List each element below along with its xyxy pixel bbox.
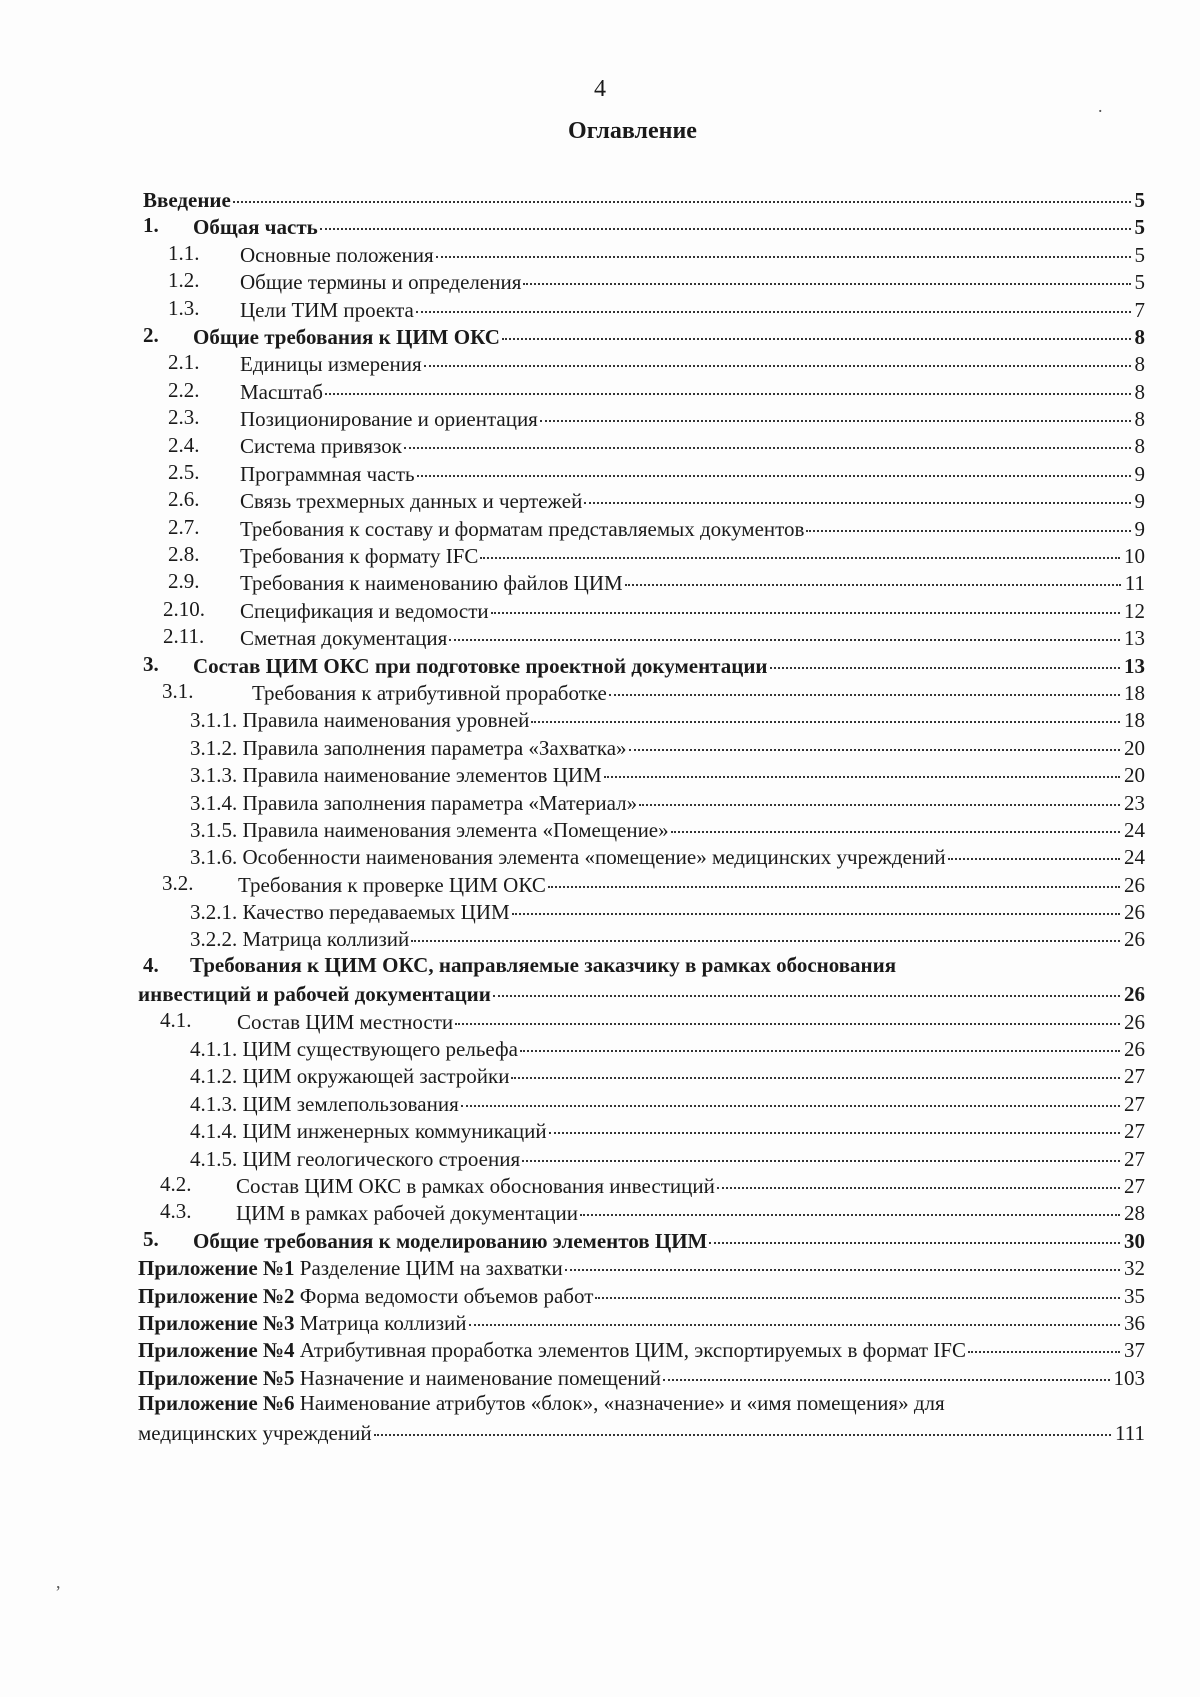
toc-leader-dots bbox=[595, 1281, 1120, 1299]
toc-entry-number: 4.1. bbox=[160, 1007, 192, 1032]
toc-entry-page: 27 bbox=[1124, 1146, 1145, 1171]
toc-entry[interactable] bbox=[0, 925, 1200, 952]
toc-entry-page: 32 bbox=[1124, 1256, 1145, 1281]
toc-leader-dots bbox=[806, 514, 1130, 532]
toc-entry-line bbox=[138, 1418, 1145, 1447]
toc-entry-title: 3.2.2. Матрица коллизий bbox=[190, 927, 410, 952]
toc-entry[interactable] bbox=[0, 1062, 1200, 1089]
toc-leader-dots bbox=[565, 1253, 1120, 1271]
toc-entry-line bbox=[240, 514, 1145, 543]
toc-entry-title: Цели ТИМ проекта bbox=[240, 297, 414, 322]
toc-entry-page: 8 bbox=[1134, 434, 1145, 459]
toc-entry-page: 20 bbox=[1124, 735, 1145, 760]
toc-entry-page: 5 bbox=[1134, 242, 1145, 267]
toc-entry-title: инвестиций и рабочей документации bbox=[138, 982, 491, 1007]
toc-entry[interactable] bbox=[0, 267, 1200, 294]
toc-entry-line bbox=[236, 1198, 1145, 1227]
toc-entry-title: 3.1.1. Правила наименования уровней bbox=[190, 708, 530, 733]
toc-entry-title: Общие термины и определения bbox=[240, 270, 522, 295]
toc-leader-dots bbox=[709, 1226, 1120, 1244]
toc-entry-title: 4.1.1. ЦИМ существующего рельефа bbox=[190, 1037, 518, 1062]
toc-entry[interactable] bbox=[0, 1144, 1200, 1171]
toc-entry-page: 5 bbox=[1134, 270, 1145, 295]
toc-entry-number: 2.9. bbox=[168, 569, 200, 594]
toc-entry-continuation bbox=[0, 979, 1200, 1006]
toc-entry-number: 1.2. bbox=[168, 268, 200, 293]
toc-leader-dots bbox=[233, 185, 1131, 203]
toc-entry-page: 26 bbox=[1124, 982, 1145, 1007]
toc-leader-dots bbox=[663, 1363, 1110, 1381]
toc-entry-title: 3.1.6. Особенности наименования элемента «помещение» медицинских учреждений bbox=[190, 845, 946, 870]
toc-entry-title: 3.2.1. Качество передаваемых ЦИМ bbox=[190, 900, 510, 925]
toc-entry[interactable] bbox=[0, 678, 1200, 705]
toc-entry-line bbox=[240, 240, 1145, 269]
toc-entry-number: 4. bbox=[143, 952, 159, 977]
toc-entry-number: 2.4. bbox=[168, 432, 200, 457]
toc-entry[interactable] bbox=[0, 952, 1200, 979]
toc-appendix-entry[interactable] bbox=[0, 1308, 1200, 1335]
toc-entry-page: 13 bbox=[1124, 626, 1145, 651]
toc-entry-page: 103 bbox=[1113, 1365, 1145, 1390]
toc-entry-page: 5 bbox=[1134, 215, 1145, 240]
toc-entry-number: 3.1. bbox=[162, 679, 194, 704]
toc-entry-page: 26 bbox=[1124, 1037, 1145, 1062]
toc-leader-dots bbox=[325, 377, 1131, 395]
toc-entry-line bbox=[138, 1390, 1145, 1417]
toc-entry-title: Состав ЦИМ ОКС в рамках обоснования инвестиций bbox=[236, 1174, 715, 1198]
toc-entry-line bbox=[138, 1335, 1145, 1364]
toc-entry[interactable] bbox=[0, 623, 1200, 650]
toc-title: Оглавление bbox=[568, 118, 697, 144]
toc-entry-page: 23 bbox=[1124, 790, 1145, 815]
toc-entry-title: 3.1.4. Правила заполнения параметра «Материал» bbox=[190, 790, 638, 815]
toc-leader-dots bbox=[540, 404, 1131, 422]
toc-entry-title: Введение bbox=[143, 187, 231, 212]
appendix-label: Приложение №4 bbox=[138, 1338, 295, 1363]
appendix-title: Наименование атрибутов «блок», «назначение» и «имя помещения» для bbox=[299, 1391, 945, 1416]
toc-entry-line bbox=[240, 267, 1145, 296]
toc-entry-number: 3.2. bbox=[162, 870, 194, 895]
toc-entry-title: Требования к ЦИМ ОКС, направляемые заказчику в рамках обоснования bbox=[190, 952, 897, 977]
toc-leader-dots bbox=[374, 1418, 1111, 1436]
toc-entry-number: 3. bbox=[143, 651, 159, 676]
toc-appendix-entry[interactable] bbox=[0, 1281, 1200, 1308]
toc-appendix-entry[interactable] bbox=[0, 1363, 1200, 1390]
toc-entry-number: 2. bbox=[143, 322, 159, 347]
toc-entry-title: 4.1.3. ЦИМ землепользования bbox=[190, 1091, 459, 1116]
appendix-title: Разделение ЦИМ на захватки bbox=[299, 1256, 563, 1281]
toc-entry-title: Основные положения bbox=[240, 242, 434, 267]
toc-entry[interactable] bbox=[0, 760, 1200, 787]
toc-entry-page: 36 bbox=[1124, 1310, 1145, 1335]
toc-entry[interactable] bbox=[0, 377, 1200, 404]
toc-entry[interactable] bbox=[0, 1007, 1200, 1034]
toc-entry-number: 4.2. bbox=[160, 1172, 192, 1197]
toc-entry-number: 2.11. bbox=[163, 624, 205, 649]
toc-entry-line bbox=[138, 1253, 1145, 1282]
toc-entry-page: 30 bbox=[1124, 1228, 1145, 1253]
toc-entry-page: 26 bbox=[1124, 1009, 1145, 1034]
toc-entry[interactable] bbox=[0, 1171, 1200, 1198]
appendix-label: Приложение №5 bbox=[138, 1365, 295, 1390]
toc-entry-title: Состав ЦИМ местности bbox=[237, 1009, 454, 1034]
toc-entry-page: 18 bbox=[1124, 708, 1145, 733]
toc-entry-line bbox=[240, 596, 1145, 625]
toc-entry[interactable] bbox=[0, 842, 1200, 869]
toc-entry-title: ЦИМ в рамках рабочей документации bbox=[236, 1201, 578, 1226]
appendix-title: медицинских учреждений bbox=[138, 1420, 372, 1445]
toc-entry[interactable] bbox=[0, 568, 1200, 595]
toc-leader-dots bbox=[424, 349, 1131, 367]
toc-leader-dots bbox=[417, 459, 1131, 477]
toc-leader-dots bbox=[461, 1089, 1120, 1107]
toc-entry[interactable] bbox=[0, 705, 1200, 732]
toc-entry-title: Общие требования к ЦИМ ОКС bbox=[193, 324, 500, 349]
toc-leader-dots bbox=[404, 432, 1131, 450]
toc-leader-dots bbox=[449, 623, 1120, 641]
toc-entry-number: 5. bbox=[143, 1226, 159, 1251]
toc-leader-dots bbox=[416, 295, 1131, 313]
toc-entry-line bbox=[190, 1089, 1145, 1118]
toc-entry[interactable] bbox=[0, 788, 1200, 815]
toc-leader-dots bbox=[549, 1116, 1120, 1134]
toc-entry-title: Программная часть bbox=[240, 461, 415, 486]
toc-entry-line bbox=[240, 295, 1145, 324]
appendix-label: Приложение №6 bbox=[138, 1391, 295, 1416]
toc-leader-dots bbox=[512, 897, 1120, 915]
toc-entry-line bbox=[138, 979, 1145, 1008]
toc-entry[interactable] bbox=[0, 432, 1200, 459]
toc-entry-page: 9 bbox=[1134, 516, 1145, 541]
toc-entry-title: Требования к составу и форматам представляемых документов bbox=[240, 516, 805, 541]
toc-entry-line bbox=[138, 1308, 1145, 1337]
toc-leader-dots bbox=[629, 733, 1120, 751]
toc-entry-title: 3.1.5. Правила наименования элемента «Помещение» bbox=[190, 817, 669, 842]
toc-entry-title: Сметная документация bbox=[240, 626, 448, 651]
toc-entry-number: 2.5. bbox=[168, 459, 200, 484]
toc-entry[interactable] bbox=[0, 596, 1200, 623]
toc-entry-line bbox=[190, 897, 1145, 926]
toc-entry-page: 8 bbox=[1134, 379, 1145, 404]
toc-entry-page: 11 bbox=[1124, 571, 1145, 596]
toc-entry[interactable] bbox=[0, 459, 1200, 486]
toc-entry-line bbox=[193, 212, 1145, 241]
toc-entry-number: 2.2. bbox=[168, 377, 200, 402]
toc-entry-line bbox=[190, 815, 1145, 844]
toc-entry-title: Система привязок bbox=[240, 434, 402, 459]
toc-entry[interactable] bbox=[0, 897, 1200, 924]
toc-entry-page: 27 bbox=[1124, 1174, 1145, 1198]
toc-entry[interactable] bbox=[0, 1226, 1200, 1253]
toc-leader-dots bbox=[491, 596, 1120, 614]
toc-entry-title: Требования к наименованию файлов ЦИМ bbox=[240, 571, 623, 596]
toc-entry-line bbox=[240, 459, 1145, 488]
toc-entry-page: 13 bbox=[1124, 653, 1145, 678]
toc-leader-dots bbox=[717, 1171, 1120, 1189]
toc-entry-number: 2.8. bbox=[168, 542, 200, 567]
appendix-label: Приложение №1 bbox=[138, 1256, 295, 1281]
toc-entry[interactable] bbox=[0, 733, 1200, 760]
toc-entry[interactable] bbox=[0, 295, 1200, 322]
toc-entry-page: 8 bbox=[1134, 352, 1145, 377]
toc-entry-line bbox=[240, 486, 1145, 515]
toc-entry-page: 10 bbox=[1124, 544, 1145, 569]
toc-entry-number: 2.10. bbox=[163, 596, 205, 621]
toc-entry-line bbox=[240, 404, 1145, 433]
toc-leader-dots bbox=[770, 651, 1120, 669]
toc-leader-dots bbox=[522, 1144, 1120, 1162]
toc-entry[interactable] bbox=[0, 870, 1200, 897]
toc-entry-line bbox=[240, 568, 1145, 597]
toc-leader-dots bbox=[469, 1308, 1120, 1326]
toc-leader-dots bbox=[968, 1335, 1120, 1353]
toc-entry[interactable] bbox=[0, 651, 1200, 678]
toc-entry-line bbox=[190, 788, 1145, 817]
scan-speck: . bbox=[1098, 96, 1103, 116]
toc-leader-dots bbox=[455, 1007, 1120, 1025]
toc-entry-page: 5 bbox=[1134, 187, 1145, 212]
toc-entry[interactable] bbox=[0, 541, 1200, 568]
toc-entry-title: 4.1.2. ЦИМ окружающей застройки bbox=[190, 1064, 510, 1089]
appendix-title: Форма ведомости объемов работ bbox=[299, 1283, 594, 1308]
toc-leader-dots bbox=[411, 925, 1120, 943]
toc-entry-continuation bbox=[0, 1418, 1200, 1445]
toc-leader-dots bbox=[493, 979, 1120, 997]
toc-entry-line bbox=[190, 1062, 1145, 1091]
toc-entry-title: 3.1.3. Правила наименование элементов ЦИМ bbox=[190, 763, 602, 788]
toc-entry[interactable] bbox=[0, 322, 1200, 349]
toc-entry[interactable] bbox=[0, 1116, 1200, 1143]
toc-entry-page: 111 bbox=[1115, 1420, 1145, 1445]
toc-entry-page: 8 bbox=[1134, 407, 1145, 432]
toc-entry-title: Масштаб bbox=[240, 379, 323, 404]
toc-entry-line bbox=[190, 733, 1145, 762]
toc-entry-line bbox=[240, 623, 1145, 652]
toc-entry-page: 27 bbox=[1124, 1064, 1145, 1089]
toc-entry[interactable] bbox=[0, 185, 1200, 212]
toc-entry-title: Общая часть bbox=[193, 215, 318, 240]
toc-entry-title: 4.1.4. ЦИМ инженерных коммуникаций bbox=[190, 1119, 547, 1144]
toc-entry-line bbox=[240, 432, 1145, 461]
toc-entry-line bbox=[138, 1363, 1145, 1392]
toc-entry-line bbox=[190, 842, 1145, 871]
toc-entry-line bbox=[143, 185, 1145, 214]
toc-leader-dots bbox=[436, 240, 1131, 258]
toc-entry-page: 7 bbox=[1134, 297, 1145, 322]
toc-entry-page: 35 bbox=[1124, 1283, 1145, 1308]
toc-entry-title: Требования к формату IFC bbox=[240, 544, 479, 569]
toc-leader-dots bbox=[580, 1198, 1120, 1216]
toc-entry-number: 2.3. bbox=[168, 405, 200, 430]
toc-entry[interactable] bbox=[0, 1198, 1200, 1225]
toc-entry-page: 27 bbox=[1124, 1119, 1145, 1144]
toc-entry-page: 20 bbox=[1124, 763, 1145, 788]
appendix-label: Приложение №3 bbox=[138, 1310, 295, 1335]
toc-entry-title: Единицы измерения bbox=[240, 352, 422, 377]
toc-entry-title: Состав ЦИМ ОКС при подготовке проектной документации bbox=[193, 653, 768, 678]
toc-leader-dots bbox=[548, 870, 1120, 888]
appendix-title: Атрибутивная проработка элементов ЦИМ, экспортируемых в формат IFC bbox=[299, 1338, 966, 1363]
appendix-title: Назначение и наименование помещений bbox=[299, 1365, 661, 1390]
appendix-title: Матрица коллизий bbox=[299, 1310, 467, 1335]
toc-entry-line bbox=[240, 349, 1145, 378]
toc-entry-line bbox=[252, 678, 1145, 707]
toc-entry-line bbox=[240, 377, 1145, 406]
toc-leader-dots bbox=[531, 705, 1120, 723]
toc-entry-page: 9 bbox=[1134, 461, 1145, 486]
toc-leader-dots bbox=[520, 1034, 1120, 1052]
table-of-contents bbox=[0, 185, 1200, 1445]
toc-leader-dots bbox=[671, 815, 1120, 833]
toc-entry-line bbox=[240, 541, 1145, 570]
toc-leader-dots bbox=[320, 212, 1131, 230]
toc-entry-number: 1.1. bbox=[168, 240, 200, 265]
toc-entry[interactable] bbox=[0, 486, 1200, 513]
toc-entry-page: 18 bbox=[1124, 680, 1145, 705]
toc-leader-dots bbox=[948, 842, 1120, 860]
toc-entry-title: Спецификация и ведомости bbox=[240, 598, 489, 623]
toc-entry[interactable] bbox=[0, 212, 1200, 239]
toc-entry-title: 3.1.2. Правила заполнения параметра «Захватка» bbox=[190, 735, 627, 760]
page-number: 4 bbox=[594, 76, 606, 102]
toc-entry[interactable] bbox=[0, 404, 1200, 431]
toc-appendix-entry[interactable] bbox=[0, 1390, 1200, 1417]
appendix-label: Приложение №2 bbox=[138, 1283, 295, 1308]
toc-entry-page: 9 bbox=[1134, 489, 1145, 514]
toc-entry-number: 1.3. bbox=[168, 295, 200, 320]
toc-entry-page: 24 bbox=[1124, 845, 1145, 870]
toc-entry[interactable] bbox=[0, 1089, 1200, 1116]
toc-entry-line bbox=[193, 1226, 1145, 1255]
toc-entry-number: 2.6. bbox=[168, 487, 200, 512]
toc-entry-line bbox=[190, 760, 1145, 789]
toc-leader-dots bbox=[639, 788, 1120, 806]
toc-leader-dots bbox=[511, 1062, 1120, 1080]
scan-speck: , bbox=[56, 1572, 61, 1592]
toc-entry-page: 8 bbox=[1134, 324, 1145, 349]
toc-entry-line bbox=[190, 925, 1145, 954]
toc-leader-dots bbox=[625, 568, 1121, 586]
toc-entry-title: Общие требования к моделированию элементов ЦИМ bbox=[193, 1228, 708, 1253]
toc-entry-line bbox=[190, 1034, 1145, 1063]
toc-entry-title: Позиционирование и ориентация bbox=[240, 407, 538, 432]
toc-entry-page: 26 bbox=[1124, 872, 1145, 897]
toc-entry-page: 26 bbox=[1124, 927, 1145, 952]
toc-entry-line bbox=[238, 870, 1145, 899]
toc-entry-page: 27 bbox=[1124, 1091, 1145, 1116]
toc-entry-number: 4.3. bbox=[160, 1199, 192, 1224]
toc-entry-line bbox=[236, 1171, 1145, 1200]
toc-entry-line bbox=[190, 705, 1145, 734]
toc-entry-title: Требования к атрибутивной проработке bbox=[252, 680, 607, 705]
toc-entry-page: 24 bbox=[1124, 817, 1145, 842]
toc-leader-dots bbox=[609, 678, 1120, 696]
toc-entry[interactable] bbox=[0, 514, 1200, 541]
toc-entry[interactable] bbox=[0, 349, 1200, 376]
toc-entry[interactable] bbox=[0, 240, 1200, 267]
toc-entry-line bbox=[190, 1144, 1145, 1173]
toc-leader-dots bbox=[480, 541, 1120, 559]
toc-entry-page: 12 bbox=[1124, 598, 1145, 623]
toc-entry-number: 2.7. bbox=[168, 514, 200, 539]
toc-entry-page: 28 bbox=[1124, 1201, 1145, 1226]
toc-entry-line bbox=[190, 1116, 1145, 1145]
toc-leader-dots bbox=[523, 267, 1130, 285]
toc-leader-dots bbox=[502, 322, 1131, 340]
toc-entry-line bbox=[138, 1281, 1145, 1310]
toc-entry-line bbox=[237, 1007, 1145, 1036]
toc-entry-page: 26 bbox=[1124, 900, 1145, 925]
toc-entry-title: 4.1.5. ЦИМ геологического строения bbox=[190, 1146, 521, 1171]
toc-appendix-entry[interactable] bbox=[0, 1253, 1200, 1280]
toc-entry-page: 37 bbox=[1124, 1338, 1145, 1363]
toc-entry-title: Требования к проверке ЦИМ ОКС bbox=[238, 872, 546, 897]
toc-leader-dots bbox=[604, 760, 1120, 778]
toc-entry-number: 1. bbox=[143, 213, 159, 238]
toc-entry[interactable] bbox=[0, 815, 1200, 842]
toc-entry-line bbox=[193, 651, 1145, 680]
toc-entry[interactable] bbox=[0, 1034, 1200, 1061]
toc-entry-title: Связь трехмерных данных и чертежей bbox=[240, 489, 583, 514]
toc-entry-number: 2.1. bbox=[168, 350, 200, 375]
toc-appendix-entry[interactable] bbox=[0, 1335, 1200, 1362]
toc-entry-line bbox=[193, 322, 1145, 351]
toc-leader-dots bbox=[584, 486, 1130, 504]
